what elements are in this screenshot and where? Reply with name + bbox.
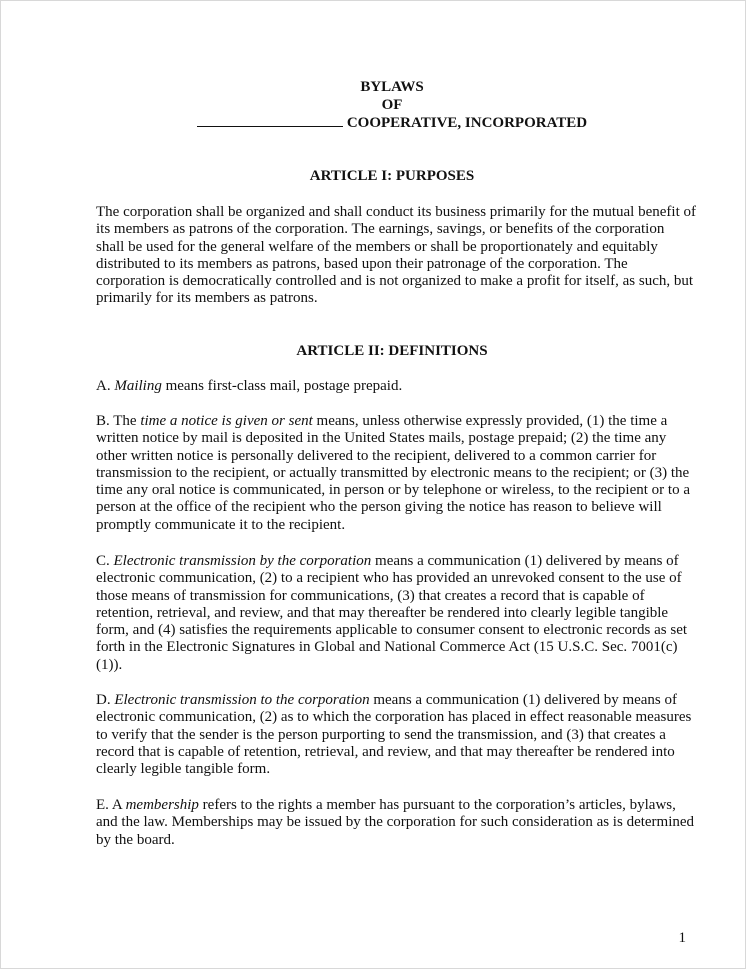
article-2-heading: ARTICLE II: DEFINITIONS xyxy=(296,343,488,359)
name-blank-line xyxy=(197,116,343,127)
definition-e-term: membership xyxy=(125,797,199,813)
definition-d xyxy=(96,692,696,778)
definition-e-prefix: E. A xyxy=(96,797,126,813)
definition-c-term: Electronic transmission by the corporation xyxy=(113,553,372,569)
definition-b-term: time a notice is given or sent xyxy=(140,413,313,429)
article-1-body: The corporation shall be organized and shall conduct its business primarily for the mutual benefit of its members as patrons of the corporation. The earnings, savings, or benefits of the corporation shall be used for the general welfare of the members or shall be proportionately and equitably distributed to its members as patrons, based upon their patronage of the corporation. The corporation is democratically controlled and is not organized to make a profit for itself, as such, but primarily for its members as patrons. xyxy=(96,204,696,307)
definition-d-term: Electronic transmission to the corporation xyxy=(114,692,370,708)
definition-c-text: means a communication (1) delivered by means of electronic communication, (2) to a recipient who has provided an unrevoked consent to the use of those means of transmission for communications, (3) that creates a record that is capable of retention, retrieval, and review, and that may thereafter be rendered into clearly legible tangible form, and (4) satisfies the requirements applicable to consumer consent to electronic records as set forth in the Electronic Signatures in Global and National Commerce Act (15 U.S.C. Sec. 7001(c)(1)). xyxy=(96,553,688,673)
definition-d-text: means a communication (1) delivered by means of electronic communication, (2) as to which the corporation has placed in effect reasonable measures to verify that the sender is the person purporting to send the transmission, and (3) that creates a record that is capable of retention, retrieval, and review, and that may thereafter be rendered into clearly legible tangible form. xyxy=(96,692,692,778)
definition-c xyxy=(96,553,696,674)
definition-a xyxy=(96,378,696,395)
title-line-of: OF xyxy=(381,97,403,113)
title-line-cooperative xyxy=(1,114,746,132)
definition-a-term: Mailing xyxy=(114,378,162,394)
definition-e-text: refers to the rights a member has pursuant to the corporation’s articles, bylaws, and the law. Memberships may be issued by the corporation for such consideration as is determined by the board. xyxy=(96,797,695,848)
title-line-bylaws: BYLAWS xyxy=(360,79,424,95)
definition-a-text: means first-class mail, postage prepaid. xyxy=(161,378,403,394)
definition-c-prefix: C. xyxy=(96,553,114,569)
page-number: 1 xyxy=(678,930,686,946)
definition-a-prefix: A. xyxy=(96,378,115,394)
definition-b xyxy=(96,413,696,534)
article-1-heading: ARTICLE I: PURPOSES xyxy=(309,168,475,184)
definition-b-text: means, unless otherwise expressly provided, (1) the time a written notice by mail is deposited in the United States mails, postage prepaid; (2) the time any other written notice is personally delivered to the recipient, delivered to a common carrier for transmission to the recipient, or actually transmitted by electronic means to the recipient; or (3) the time any oral notice is communicated, in person or by telephone or wireless, to the recipient or to a person at the office of the recipient who the person giving the notice has reason to believe will promptly communicate it to the recipient. xyxy=(96,413,690,533)
document-title xyxy=(1,78,746,132)
definition-d-prefix: D. xyxy=(96,692,115,708)
definition-b-prefix: B. The xyxy=(96,413,141,429)
cooperative-name-text: COOPERATIVE, INCORPORATED xyxy=(346,115,588,131)
definition-e xyxy=(96,797,696,849)
